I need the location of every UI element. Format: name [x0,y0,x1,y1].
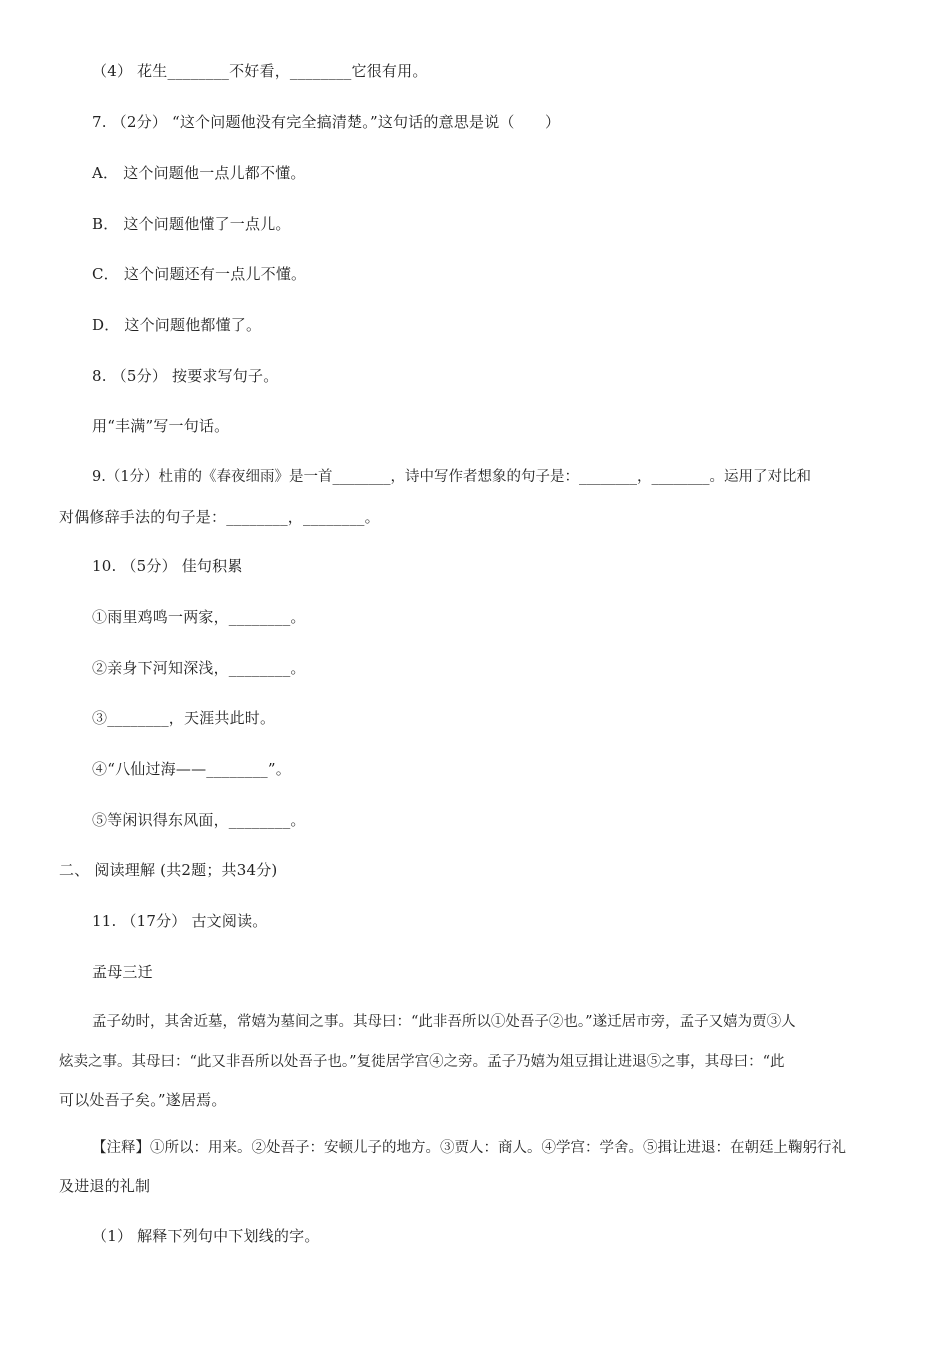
q9-line2: 对偶修辞手法的句子是：________，________。 [59,508,380,526]
q11-passage-title: 孟母三迁 [92,963,153,981]
q11-annotation-line1: 【注释】①所以：用来。②处吾子：安顿儿子的地方。③贾人：商人。④学宫：学舍。⑤揖让进退：在朝廷上鞠躬行礼 [92,1140,846,1156]
q7-option-b: B． 这个问题他懂了一点儿。 [92,215,291,233]
q11-passage-line3: 可以处吾子矣。”遂居焉。 [59,1091,227,1109]
q10-item-5: ⑤等闲识得东风面，________。 [92,811,306,829]
q8-stem: 8. （5分） 按要求写句子。 [92,367,279,385]
q11-stem: 11. （17分） 古文阅读。 [92,912,268,930]
q11-passage-line2: 炫卖之事。其母曰：“此又非吾所以处吾子也。”复徙居学宫④之旁。孟子乃嬉为俎豆揖让进退⑤之事，其母曰：“此 [59,1054,785,1070]
q6-part4: （4） 花生________不好看，________它很有用。 [92,62,428,80]
q7-stem: 7. （2分） “这个问题他没有完全搞清楚。”这句话的意思是说（ ） [92,113,561,131]
q10-item-1: ①雨里鸡鸣一两家，________。 [92,608,306,626]
q7-option-c: C． 这个问题还有一点儿不懂。 [92,265,307,283]
q10-item-4: ④“八仙过海——________”。 [92,760,291,778]
q9-line1: 9.（1分）杜甫的《春夜细雨》是一首________，诗中写作者想象的句子是：________，________。运用了对比和 [92,469,812,485]
q10-item-2: ②亲身下河知深浅，________。 [92,659,306,677]
q11-part1: （1） 解释下列句中下划线的字。 [92,1227,320,1245]
q11-annotation-line2: 及进退的礼制 [59,1177,151,1195]
q10-stem: 10. （5分） 佳句积累 [92,557,243,575]
q11-passage-line1: 孟子幼时，其舍近墓，常嬉为墓间之事。其母曰：“此非吾所以①处吾子②也。”遂迁居市旁，孟子又嬉为贾③人 [92,1014,796,1030]
q7-option-d: D． 这个问题他都懂了。 [92,316,262,334]
q7-option-a: A． 这个问题他一点儿都不懂。 [92,164,306,182]
q10-item-3: ③________，天涯共此时。 [92,709,276,727]
section-2-heading: 二、 阅读理解 (共2题；共34分) [59,861,278,879]
q8-subtask: 用“丰满”写一句话。 [92,417,230,435]
